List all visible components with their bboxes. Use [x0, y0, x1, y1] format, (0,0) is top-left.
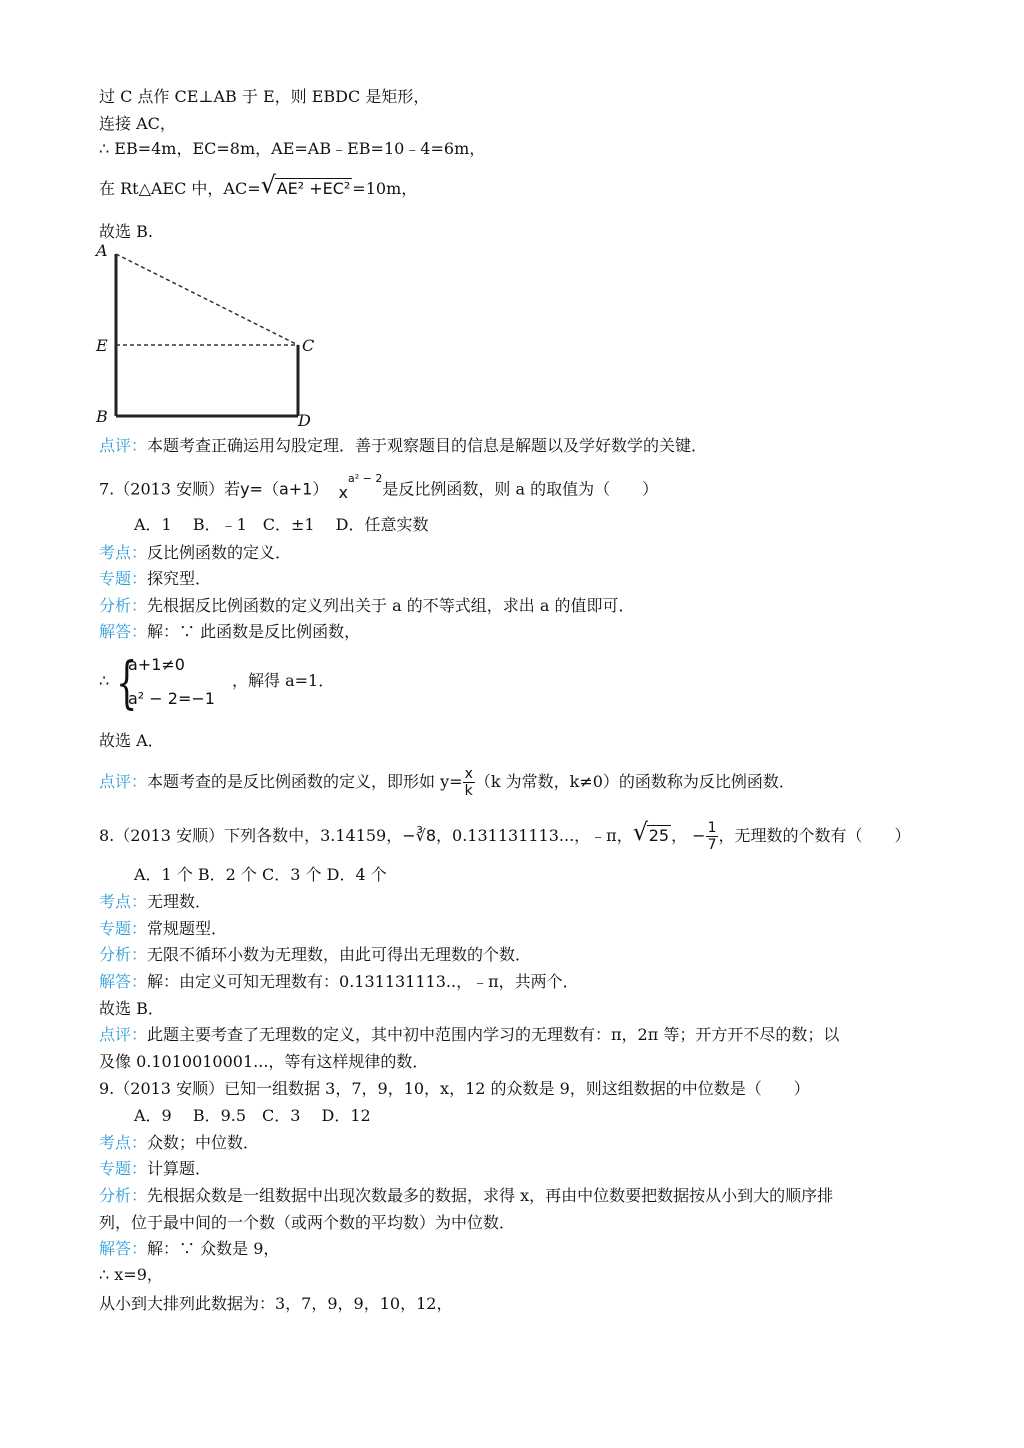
zhuanti-line [99, 918, 227, 940]
math-x: x [338, 483, 348, 503]
geometry-figure [92, 240, 332, 430]
text: ，无理数的个数有（ ） [718, 826, 911, 845]
zhuanti-line [99, 1158, 211, 1180]
review-text: （k 为常数，k≠0）的函数称为反比例函数． [474, 772, 795, 791]
fraction-denominator: k [464, 783, 473, 799]
jieda-line [99, 621, 360, 643]
zhuanti-text: 探究型． [147, 569, 212, 588]
kaodian-text: 众数；中位数． [147, 1133, 260, 1152]
fenxi-text: 先根据反比例函数的定义列出关于 a 的不等式组，求出 a 的值即可． [147, 596, 635, 615]
kaodian-text: 反比例函数的定义． [147, 543, 292, 562]
system-equation-2: a² − 2=−1 [128, 689, 215, 708]
radical-sign: √ [260, 171, 276, 199]
review-line [99, 435, 707, 457]
review-line-2: 及像 0.1010010001...，等有这样规律的数． [99, 1052, 429, 1071]
question-8-stem: 8.（2013 安顺）下列各数中，3.14159，−∛8，0.131131113...，﹣π， √ 25 ， − $\frac{1}{7}$ ，无理数的个数有（ ） [99, 818, 911, 853]
fenxi-text: 无限不循环小数为无理数，由此可得出无理数的个数． [147, 945, 532, 964]
zhuanti-label: 专题： [99, 569, 148, 588]
kaodian-text: 无理数． [147, 892, 212, 911]
radicand: AE² +EC² [276, 179, 351, 198]
point-label-d: D [298, 411, 311, 430]
sqrt-expression [260, 171, 353, 200]
question-7-stem [99, 472, 659, 503]
jieda-label: 解答： [99, 972, 148, 991]
system-equation-1: a+1≠0 [128, 655, 185, 674]
choose-line: 故选 A． [99, 731, 164, 750]
solution-line: 过 C 点作 CE⊥AB 于 E，则 EBDC 是矩形， [99, 87, 430, 106]
solution-line: 连接 AC， [99, 114, 176, 133]
fraction [463, 766, 475, 799]
fraction [706, 820, 719, 853]
radicand: 25 [648, 826, 670, 845]
cube-root-expression: −∛8 [402, 826, 437, 845]
brace-symbol: { [116, 651, 138, 716]
solution-line [99, 171, 418, 200]
fenxi-line [99, 595, 634, 617]
review-text: 本题考查正确运用勾股定理．善于观察题目的信息是解题以及学好数学的关键． [147, 436, 708, 455]
solution-line: ∴ EB=4m，EC=8m，AE=AB﹣EB=10﹣4=6m， [99, 139, 486, 158]
zhuanti-label: 专题： [99, 919, 148, 938]
point-label-c: C [302, 336, 315, 355]
choose-line: 故选 B． [99, 999, 164, 1018]
text: 8.（2013 安顺）下列各数中，3.14159， [99, 826, 403, 845]
jieda-line [99, 1238, 279, 1260]
zhuanti-label: 专题： [99, 1159, 148, 1178]
text: =10m， [352, 179, 418, 198]
review-text: 此题主要考查了无理数的定义，其中初中范围内学习的无理数有：π，2π 等；开方开不尽的数；以 [147, 1025, 840, 1044]
solution-line: ∴ x=9， [99, 1265, 163, 1284]
review-line [99, 1024, 839, 1046]
review-label: 点评： [99, 436, 148, 455]
review-label: 点评： [99, 772, 148, 791]
jieda-label: 解答： [99, 1239, 148, 1258]
question-9-options: A．9 B．9.5 C．3 D．12 [134, 1106, 371, 1125]
fraction-numerator: x [464, 766, 473, 782]
kaodian-label: 考点： [99, 543, 148, 562]
therefore-symbol: ∴ [99, 671, 110, 690]
zhuanti-line [99, 568, 211, 590]
math-exponent: a² − 2 [348, 472, 383, 485]
kaodian-line [99, 1132, 259, 1154]
fenxi-text: 先根据众数是一组数据中出现次数最多的数据，求得 x，再由中位数要把数据按从小到大的顺序排 [147, 1186, 834, 1205]
kaodian-line [99, 891, 211, 913]
fenxi-label: 分析： [99, 1186, 148, 1205]
fenxi-line-2: 列，位于最中间的一个数（或两个数的平均数）为中位数． [99, 1213, 516, 1232]
kaodian-label: 考点： [99, 1133, 148, 1152]
solution-line: 从小到大排列此数据为：3，7，9，9，10，12， [99, 1294, 453, 1313]
fenxi-label: 分析： [99, 596, 148, 615]
review-label: 点评： [99, 1025, 148, 1044]
point-label-b: B [96, 407, 108, 426]
point-label-a: A [96, 241, 108, 260]
fenxi-line [99, 1185, 833, 1207]
text: 7.（2013 安顺）若 [99, 479, 241, 499]
question-8-options: A．1 个 B．2 个 C．3 个 D．4 个 [134, 865, 387, 884]
zhuanti-text: 常规题型． [147, 919, 228, 938]
math-expression: y=（a+1） [240, 479, 329, 499]
kaodian-label: 考点： [99, 892, 148, 911]
text: ，0.131131113...，﹣π， [436, 826, 633, 845]
review-line [99, 766, 795, 799]
kaodian-line [99, 542, 291, 564]
fraction-numerator: 1 [707, 820, 717, 836]
text: 在 Rt△AEC 中，AC= [99, 179, 261, 198]
radical-sign: √ [632, 818, 648, 846]
fenxi-label: 分析： [99, 945, 148, 964]
solution-line: 故选 B. [99, 222, 153, 241]
zhuanti-text: 计算题． [147, 1159, 212, 1178]
point-label-e: E [96, 336, 108, 355]
jieda-line [99, 971, 579, 993]
segment-ac-dashed [116, 254, 298, 345]
fenxi-line [99, 944, 531, 966]
jieda-text: 解：由定义可知无理数有：0.131131113..，﹣π，共两个． [147, 972, 579, 991]
review-text: 本题考查的是反比例函数的定义，即形如 y= [147, 772, 463, 791]
text: 是反比例函数，则 a 的取值为（ ） [382, 479, 659, 499]
jieda-text: 解：∵ 此函数是反比例函数， [147, 622, 361, 641]
question-9-stem: 9.（2013 安顺）已知一组数据 3，7，9，10，x，12 的众数是 9，则这组数据的中位数是（ ） [99, 1079, 810, 1098]
sqrt-expression [632, 818, 671, 847]
minus-sign: − [692, 826, 706, 845]
fraction-denominator: 7 [707, 837, 717, 853]
question-7-options: A．1 B．﹣1 C．±1 D．任意实数 [134, 515, 429, 534]
system-result: ，解得 a=1． [232, 671, 335, 690]
jieda-text: 解：∵ 众数是 9， [147, 1239, 280, 1258]
jieda-label: 解答： [99, 622, 148, 641]
